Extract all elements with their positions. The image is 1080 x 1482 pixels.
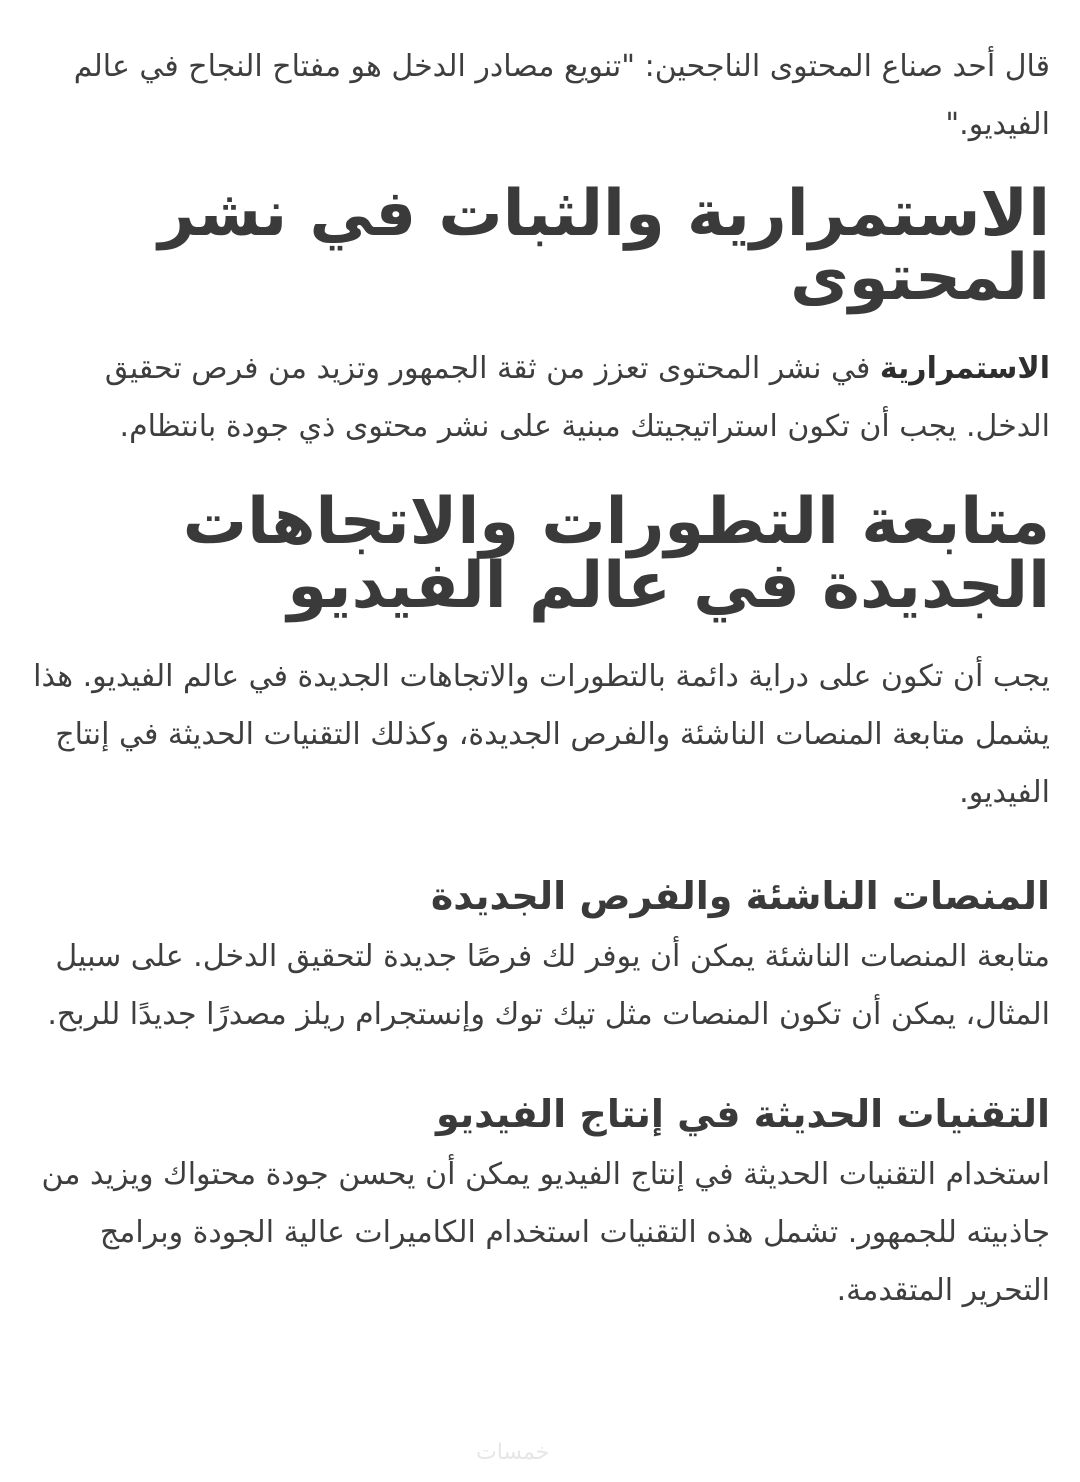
paragraph-trends: يجب أن تكون على دراية دائمة بالتطورات والاتجاهات الجديدة في عالم الفيديو. هذا يشمل متابعة المنصات الناشئة والفرص الجديدة، وكذلك التقنيات الحديثة في إنتاج الفيديو.	[33, 659, 1050, 810]
paragraph-consistency	[30, 340, 1050, 456]
watermark-logo: خمسات	[476, 1440, 550, 1465]
heading-trends: متابعة التطورات والاتجاهات الجديدة في عالم الفيديو	[182, 485, 1050, 623]
paragraph-platforms: متابعة المنصات الناشئة يمكن أن يوفر لك فرصًا جديدة لتحقيق الدخل. على سبيل المثال، يمكن أن تكون المنصات مثل تيك توك وإنستجرام ريلز مصدرًا جديدًا للربح.	[47, 939, 1050, 1032]
subheading-platforms: المنصات الناشئة والفرص الجديدة	[430, 874, 1050, 918]
heading-consistency: الاستمرارية والثبات في نشر المحتوى	[158, 177, 1050, 315]
bold-term: الاستمرارية	[879, 351, 1050, 386]
quote-paragraph: قال أحد صناع المحتوى الناجحين: "تنويع مصادر الدخل هو مفتاح النجاح في عالم الفيديو."	[73, 49, 1050, 142]
paragraph-tech: استخدام التقنيات الحديثة في إنتاج الفيديو يمكن أن يحسن جودة محتواك ويزيد من جاذبيته للجمهور. تشمل هذه التقنيات استخدام الكاميرات عالية الجودة وبرامج التحرير المتقدمة.	[41, 1157, 1050, 1308]
subheading-tech: التقنيات الحديثة في إنتاج الفيديو	[436, 1092, 1050, 1136]
paragraph-consistency-text: في نشر المحتوى تعزز من ثقة الجمهور وتزيد من فرص تحقيق الدخل. يجب أن تكون استراتيجيتك مبنية على نشر محتوى ذي جودة بانتظام.	[104, 351, 1050, 444]
